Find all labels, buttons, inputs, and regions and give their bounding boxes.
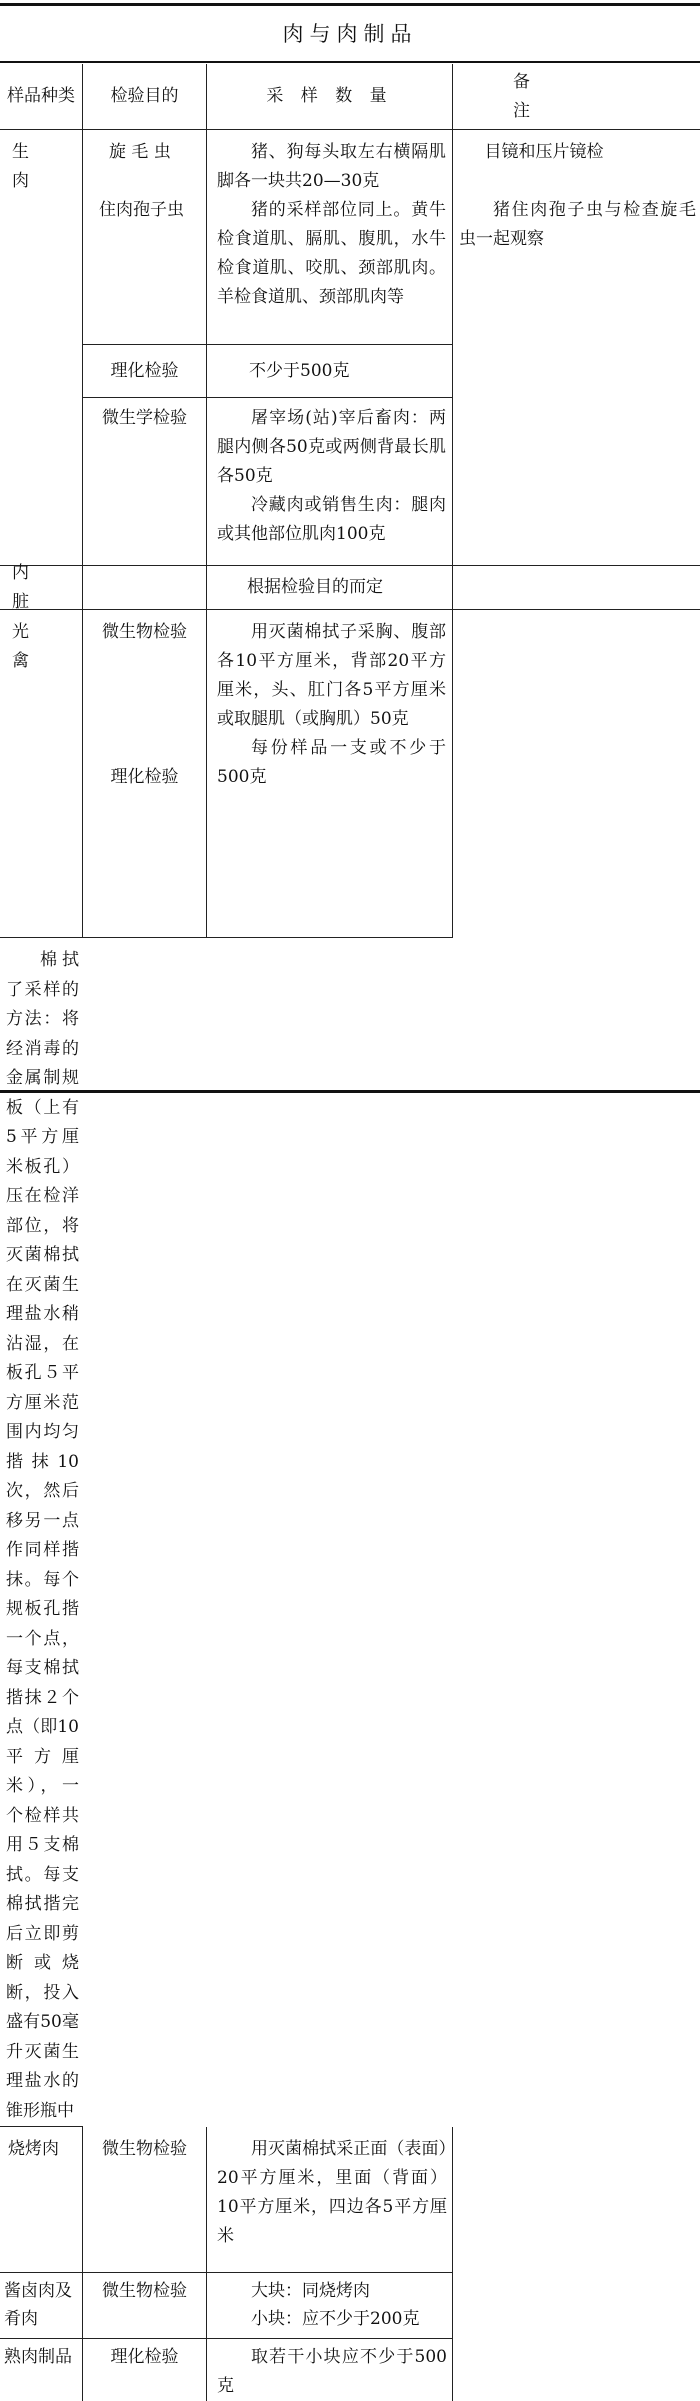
quantity-physchem: 不少于500克 — [207, 344, 453, 397]
remark-swab-method: 棉拭了采样的方法：将经消毒的金属制规板（上有5平方厘米板孔）压在检洋部位，将灭菌棉拭在灭菌生理盐水稍沾湿，在板孔５平方厘米范围内均匀揩抹10次，然后移另一点作同样揩抹。每个规板孔揩一个点，每支棉拭揩抹２个点（即10平方厘米），一个检样共用５支棉拭。每支棉拭揩完后立即剪断或烧断，投入盛有50毫升灭菌生理盐水的锥形瓶中 — [6, 950, 79, 2121]
header-category: 样品种类 — [0, 64, 83, 130]
quantity-microbe-group — [207, 397, 453, 566]
quantity-trichina-group — [207, 130, 453, 344]
remarks-raw-meat — [453, 130, 700, 566]
category-raw-meat — [0, 130, 83, 566]
page-title: 肉与肉制品 — [282, 22, 418, 46]
quantity-trichina: 猪、狗每头取左右横隔肌脚各一块共20—30克 — [217, 142, 446, 191]
category-poultry — [0, 610, 83, 938]
category-organs — [0, 562, 83, 612]
remark-microscope: 目镜和压片镜检 — [484, 142, 604, 162]
category-label: 生 肉 — [12, 142, 45, 191]
quantity-roast-group — [207, 2127, 453, 2273]
sampling-table — [0, 64, 700, 2396]
quantity-roast: 用灭菌棉拭采正面（表面）20平方厘米，里面（背面）10平方厘米，四边各5平方厘米 — [217, 2139, 447, 2246]
category-braised: 酱卤肉及肴肉 — [0, 2273, 83, 2339]
purpose-trichina: 旋 毛 虫 — [109, 142, 171, 162]
purpose-poultry-group — [83, 610, 207, 938]
quantity-braised-1: 大块：同烧烤肉 — [251, 2281, 370, 2301]
quantity-poultry-1: 用灭菌棉拭子采胸、腹部各10平方厘米，背部20平方厘米，头、肛门各5平方厘米或取腿肌（或胸肌）50克 — [217, 622, 446, 729]
remark-sarcocystis: 猪住肉孢子虫与检查旋毛虫一起观察 — [459, 200, 696, 249]
quantity-cooked-group — [207, 2339, 453, 2401]
purpose-organs — [83, 566, 207, 610]
remarks-swab — [0, 938, 83, 2127]
purpose-microbe: 微生学检验 — [83, 397, 207, 566]
bottom-rule — [0, 1090, 700, 1093]
quantity-organs: 根据检验目的而定 — [207, 566, 453, 610]
quantity-braised-group — [207, 2273, 453, 2339]
header-quantity: 采 样 数 量 — [207, 64, 453, 130]
quantity-poultry-2: 每份样品一支或不少于500克 — [217, 738, 446, 787]
purpose-roast: 微生物检验 — [83, 2127, 207, 2273]
category-label: 内 脏 — [12, 562, 43, 612]
processed-meat-block — [0, 2127, 453, 2401]
purpose-cooked: 理化检验 — [83, 2339, 207, 2401]
purpose-braised: 微生物检验 — [83, 2273, 207, 2339]
top-rule — [0, 3, 700, 6]
header-remarks: 备 注 — [453, 64, 700, 130]
quantity-microbe-2: 冷藏肉或销售生肉：腿肉或其他部位肌肉100克 — [217, 495, 446, 544]
purpose-trichina-group — [83, 130, 207, 344]
raw-meat-block — [83, 130, 453, 566]
quantity-sarcocystis: 猪的采样部位同上。黄牛检食道肌、膈肌、腹肌，水牛检食道肌、咬肌、颈部肌肉。羊检食道肌、颈部肌肉等 — [217, 200, 446, 307]
quantity-microbe-1: 屠宰场(站)宰后畜肉：两腿内侧各50克或两侧背最长肌各50克 — [217, 408, 446, 486]
quantity-poultry-group — [207, 610, 453, 938]
header-purpose: 检验目的 — [83, 64, 207, 130]
purpose-poultry-microbe: 微生物检验 — [102, 622, 187, 642]
quantity-cooked: 取若干小块应不少于500克 — [217, 2347, 447, 2396]
purpose-poultry-physchem: 理化检验 — [110, 767, 179, 787]
quantity-braised-2: 小块：应不少于200克 — [251, 2309, 420, 2329]
category-cooked: 熟肉制品 — [0, 2339, 83, 2401]
purpose-physchem: 理化检验 — [83, 344, 207, 397]
title-rule — [0, 61, 700, 63]
remarks-organs — [453, 566, 700, 610]
category-label: 光 禽 — [12, 622, 47, 671]
purpose-sarcocystis: 住肉孢子虫 — [99, 200, 184, 220]
category-roast: 烧烤肉 — [0, 2127, 83, 2273]
